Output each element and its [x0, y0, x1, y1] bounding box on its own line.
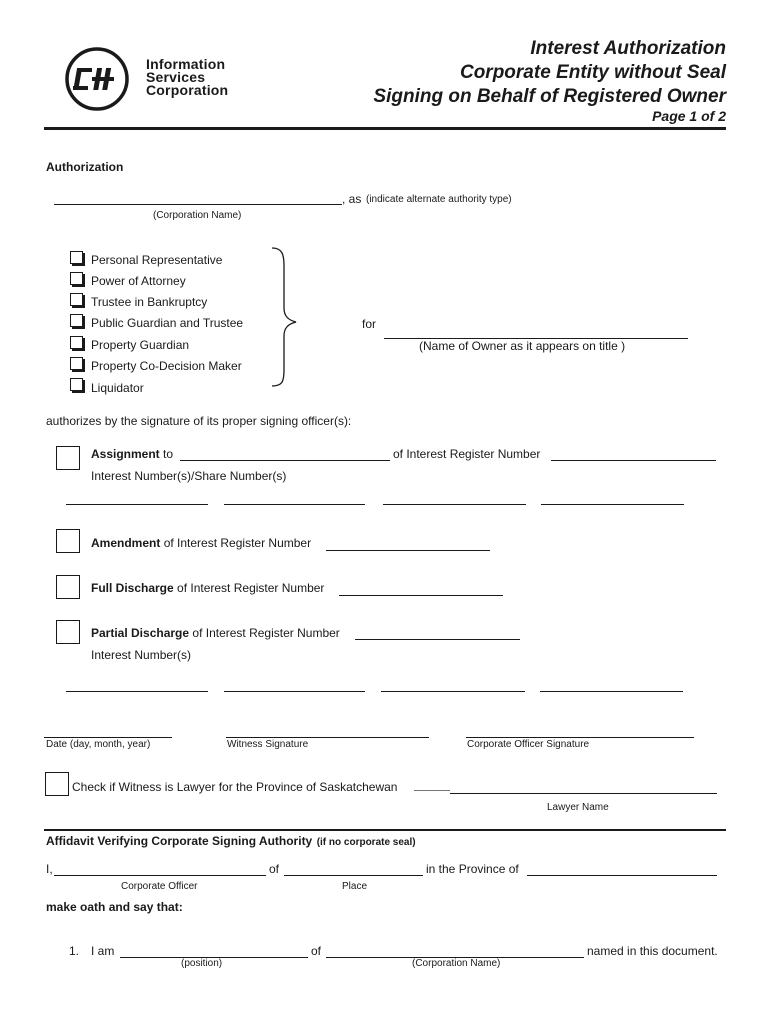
interest-number-field-1[interactable] [66, 504, 208, 505]
right-brace [270, 246, 298, 388]
option-label: Public Guardian and Trustee [91, 316, 244, 330]
assignment-checkbox[interactable] [56, 446, 80, 470]
checkbox-liquidator[interactable] [70, 378, 83, 391]
province-text: in the Province of [426, 862, 519, 876]
date-label: Date (day, month, year) [46, 739, 151, 750]
owner-name-label: (Name of Owner as it appears on title ) [419, 339, 626, 353]
i-am-text: I am [91, 944, 115, 958]
assignment-sub-label: Interest Number(s)/Share Number(s) [91, 469, 287, 483]
affidavit-heading [46, 832, 416, 850]
option-label: Personal Representative [91, 253, 223, 267]
lawyer-name-label: Lawyer Name [547, 802, 609, 813]
interest-number-field-3[interactable] [383, 504, 526, 505]
partial-discharge-row [91, 626, 340, 640]
assignment-to-field[interactable] [180, 460, 390, 461]
position-label: (position) [181, 958, 223, 969]
interest-number-field-4[interactable] [541, 504, 684, 505]
checkbox-property-co-decision-maker[interactable] [70, 357, 83, 370]
checkbox-property-guardian[interactable] [70, 336, 83, 349]
partial-discharge-sub-label: Interest Number(s) [91, 648, 192, 662]
of-text: of [269, 862, 280, 876]
org-name-line3: Corporation [146, 82, 229, 98]
full-discharge-label: Full Discharge [91, 581, 174, 595]
full-discharge-text: of Interest Register Number [177, 581, 325, 595]
title-line3: Signing on Behalf of Registered Owner [373, 86, 726, 107]
assignment-register-text: of Interest Register Number [393, 447, 541, 461]
corporate-officer-label: Corporate Officer [121, 881, 198, 892]
lawyer-witness-checkbox[interactable] [45, 772, 69, 796]
title-line1: Interest Authorization [530, 38, 726, 59]
amendment-checkbox[interactable] [56, 529, 80, 553]
affidavit-note: (if no corporate seal) [316, 837, 416, 848]
officer-signature-label: Corporate Officer Signature [467, 739, 590, 750]
header-rule [44, 127, 726, 130]
assignment-row [91, 447, 173, 461]
org-name [146, 58, 228, 97]
lawyer-witness-text: Check if Witness is Lawyer for the Province of Saskatchewan [72, 780, 398, 794]
as-note: (indicate alternate authority type) [366, 194, 512, 205]
for-text: for [362, 317, 377, 331]
partial-interest-field-1[interactable] [66, 691, 208, 692]
option-label: Liquidator [91, 381, 144, 395]
assignment-to: to [163, 447, 174, 461]
place-field[interactable] [284, 875, 423, 876]
option-label: Property Guardian [91, 338, 190, 352]
affidavit-rule [44, 829, 726, 831]
checkbox-trustee-in-bankruptcy[interactable] [70, 293, 83, 306]
full-discharge-row [91, 581, 324, 595]
named-text: named in this document. [587, 944, 718, 958]
amendment-text: of Interest Register Number [163, 536, 312, 550]
checkbox-power-of-attorney[interactable] [70, 272, 83, 285]
lawyer-name-field[interactable] [450, 793, 717, 794]
affidavit-title: Affidavit Verifying Corporate Signing Authority [46, 834, 313, 848]
page-number: Page 1 of 2 [652, 108, 726, 124]
full-discharge-register-field[interactable] [339, 595, 503, 596]
partial-interest-field-3[interactable] [381, 691, 525, 692]
oath-text: make oath and say that: [46, 900, 183, 914]
as-text: , as [342, 192, 362, 206]
witness-signature-field[interactable] [226, 737, 429, 738]
option-label: Power of Attorney [91, 274, 186, 288]
corporation-name-label: (Corporation Name) [153, 210, 242, 221]
corporate-officer-field[interactable] [54, 875, 266, 876]
full-discharge-checkbox[interactable] [56, 575, 80, 599]
org-name-line1: Information [146, 56, 226, 72]
of2-text: of [311, 944, 322, 958]
org-name-line2: Services [146, 69, 206, 85]
amendment-row [91, 536, 311, 550]
authorization-heading: Authorization [46, 160, 124, 174]
authorizes-text: authorizes by the signature of its proper signing officer(s): [46, 414, 352, 428]
option-label: Property Co-Decision Maker [91, 359, 242, 373]
item-number: 1. [69, 944, 80, 958]
corporation-name-field[interactable] [54, 204, 342, 205]
partial-discharge-checkbox[interactable] [56, 620, 80, 644]
amendment-label: Amendment [91, 536, 161, 550]
province-field[interactable] [527, 875, 717, 876]
partial-discharge-label: Partial Discharge [91, 626, 190, 640]
title-line2: Corporate Entity without Seal [459, 62, 726, 83]
lawyer-name-lead [414, 790, 450, 791]
partial-discharge-register-field[interactable] [355, 639, 520, 640]
officer-signature-field[interactable] [466, 737, 694, 738]
date-field[interactable] [44, 737, 172, 738]
i-text: I, [46, 862, 53, 876]
interest-number-field-2[interactable] [224, 504, 365, 505]
place-label: Place [342, 881, 368, 892]
partial-discharge-text: of Interest Register Number [192, 626, 340, 640]
partial-interest-field-4[interactable] [540, 691, 683, 692]
corporation-name-label-2: (Corporation Name) [412, 958, 501, 969]
assignment-register-field[interactable] [551, 460, 716, 461]
checkbox-public-guardian[interactable] [70, 314, 83, 327]
logo-mark [73, 68, 114, 90]
assignment-label: Assignment [91, 447, 160, 461]
partial-interest-field-2[interactable] [224, 691, 365, 692]
checkbox-personal-representative[interactable] [70, 251, 83, 264]
witness-signature-label: Witness Signature [227, 739, 309, 750]
amendment-register-field[interactable] [326, 550, 490, 551]
isc-logo [64, 46, 130, 112]
option-label: Trustee in Bankruptcy [91, 295, 208, 309]
